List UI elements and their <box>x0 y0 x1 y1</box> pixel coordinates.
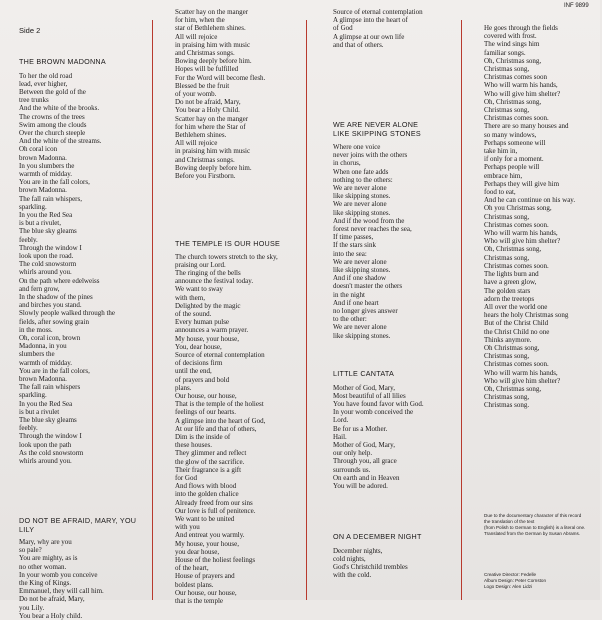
song-title-temple: THE TEMPLE IS OUR HOUSE <box>175 239 281 248</box>
song-title-do-not-be-afraid: DO NOT BE AFRAID, MARY, YOU LILY <box>19 516 137 534</box>
lyrics-brown-madonna: To her the old road lead, ever higher, Between the gold of the tree trunks And the white of the brooks. The crowns of the trees Swim among the clouds Over the church steeple And the white of the streams. Oh coral icon brown Madonna. In you slumbers the warmth of midday. You are in the fall colors, brown Madonna. The fall rain whispers, sparkling. In you the Red Sea is but a rivulet, The blue sky gleams feebly. Through the window I look upon the road. The cold snowstorm whirls around you. On the path where edelweiss and fern grow, In the shadow of the pines and birches you stand. Slowly people walked through the fields, after sowing grain in the moss. Oh, coral icon, brown Madonna, in you slumbers the warmth of midday. You are in the fall colors, brown Madonna. The fall rain whispers sparkling. In you the Red Sea is but a rivulet The blue sky gleams feebly. Through the window I look upon the path As the cold snowstorm whirls around you. <box>19 71 116 466</box>
song-title-december-night: ON A DECEMBER NIGHT <box>333 532 422 541</box>
translation-note: Due to the documentary character of this record the translation of the text (from Polish to German to English) is a literal one. Translated from the German by Susan Abrams. <box>484 513 586 536</box>
lyrics-never-alone: Where one voice never joins with the others in chorus, When one fate adds nothing to the others: We are never alone like skipping stones. We are never alone like skipping stones. And if the wood from the forest never reaches the sea, If time passes, If the stars sink into the sea: We are never alone like skipping stones. And if one shadow doesn't master the others in the night And if one heart no longer gives answer to the other: We are never alone like skipping stones. <box>333 143 412 340</box>
lyrics-temple: The church towers stretch to the sky, praising our Lord. The ringing of the bells announce the festival today. We want to sway with them, Delighted by the magic of the sound. Every human pulse announces a warm prayer. My house, your house, You, dear house, Source of eternal contemplation of decisions firm until the end, of prayers and bold plans. Our house, our house, That is the temple of the holiest feelings of our hearts. A glimpse into the heart of God, At our life and that of others, Dim is the inside of these houses. They glimmer and reflect the glow of the sacrifice. Their fragrance is a gift for God And flows with blood into the golden chalice Already freed from our sins Our love is full of penitence. We want to be united with you And entreat you warmly. My house, your house, you dear house, House of the holiest feelings of the heart, House of prayers and boldest plans. Our house, our house, that is the temple <box>175 252 278 606</box>
side-label: Side 2 <box>19 26 41 35</box>
lyrics-december-night: December nights, cold nights, God's Christchild trembles with the cold. <box>333 546 408 580</box>
column-rule <box>306 20 307 600</box>
column-3 <box>333 0 458 600</box>
credits: Creative Director: Fedelle Album Design: Peter Cornston Logo Design: Alen Lidzi <box>484 572 547 589</box>
column-rule <box>152 20 153 600</box>
lyrics-continued: Scatter hay on the manger for him, when the star of Bethlehem shines. All will rejoice in praising him with music and Christmas songs. Bowing deeply before him. Hopes will be fulfilled For the Word will become flesh. Blessed be the fruit of your womb. Do not be afraid, Mary, You bear a Holy Child. Scatter hay on the manger for him where the Star of Bethlehem shines. All will rejoice in praising him with music and Christmas songs. Bowing deeply before him. Before you Firstborn. <box>175 8 266 181</box>
song-title-never-alone: WE ARE NEVER ALONE LIKE SKIPPING STONES <box>333 120 421 138</box>
column-4 <box>484 0 600 600</box>
catalog-number: INF 9899 <box>564 3 589 9</box>
column-2 <box>175 0 303 606</box>
lyrics-little-cantata: Mother of God, Mary, Most beautiful of all lilies You have found favor with God. In your womb conceived the Lord. Be for us a Mother. Hail. Mother of God, Mary, our only help. Through you, all grace surrounds us. On earth and in Heaven You will be adored. <box>333 383 424 490</box>
column-1 <box>19 0 149 620</box>
song-title-brown-madonna: THE BROWN MADONNA <box>19 57 106 66</box>
lyrics-christmas-song: He goes through the fields covered with frost. The wind sings him familiar songs. Oh, Christmas song, Christmas song, Christmas comes soon Who will warm his hands, Who will give him shelter? Oh, Christmas song, Christmas song, Christmas comes soon. There are so many houses and so many windows, Perhaps someone will take him in, if only for a moment. Perhaps people will embrace him, Perhaps they will give him food to eat, And he can continue on his way. Oh you Christmas song, Christmas song, Christmas comes soon. Who will warm his hands, Who will give him shelter? Oh, Christmas song, Christmas song, Christmas comes soon. The lights burn and have a green glow, The golden stars adorn the treetops All over the world one hears the holy Christmas song But of the Christ Child the Christ Child no one Thinks anymore. Oh Christmas song, Christmas song, Christmas comes soon. Who will warm his hands, Who will give him shelter? Oh, Christmas song, Christmas song, Christmas song. <box>484 24 576 410</box>
column-rule <box>461 20 462 600</box>
song-title-little-cantata: LITTLE CANTATA <box>333 369 395 378</box>
lyrics-continued: Source of eternal contemplation A glimpse into the heart of of God A glimpse at our own life and that of others. <box>333 8 423 49</box>
lyrics-do-not-be-afraid: Mary, why are you so pale? You are mighty, as is no other woman. In your womb you conceive the King of Kings. Emmanuel, they will call him. Do not be afraid, Mary, you Lily. You bear a Holy child. <box>19 538 104 620</box>
